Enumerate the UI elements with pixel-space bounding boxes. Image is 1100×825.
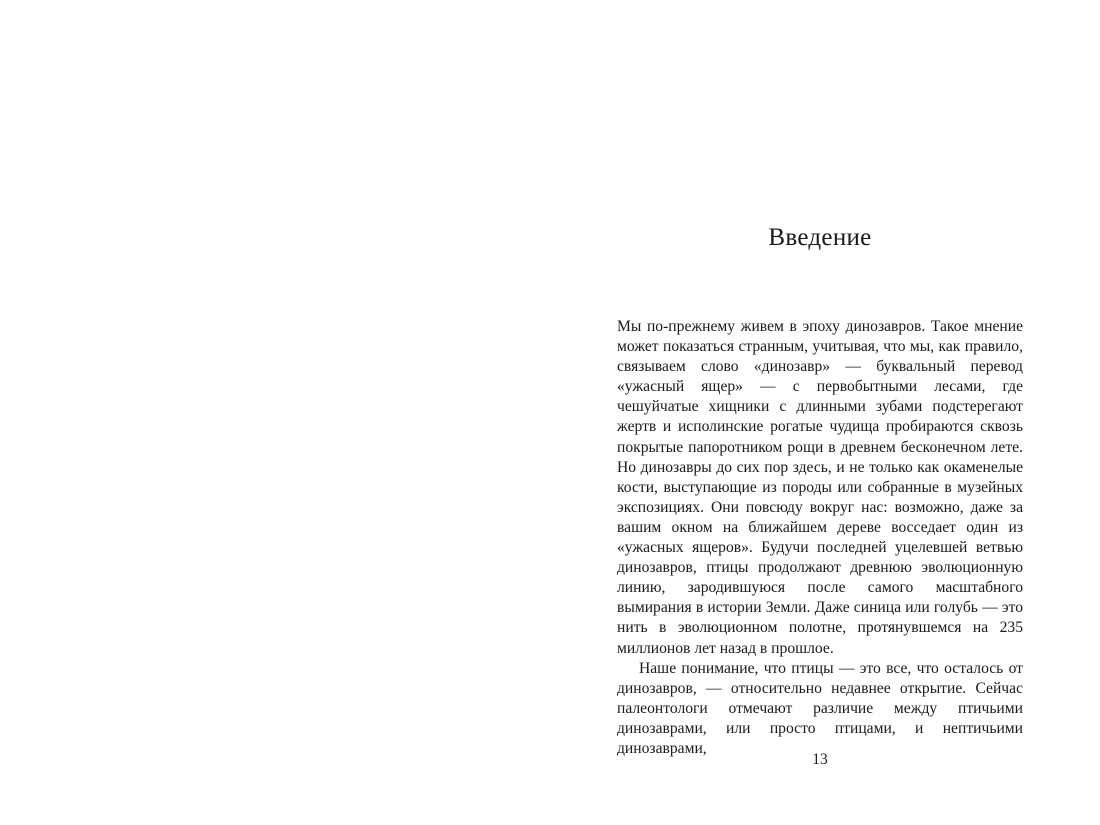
right-page bbox=[550, 0, 1100, 825]
body-text bbox=[617, 317, 1023, 759]
paragraph-1: Мы по-прежнему живем в эпоху динозавров. Такое мнение может показаться странным, учитывая, что мы, как правило, связываем слово «динозавр» — буквальный перевод «ужасный ящер» — с первобытными лесами, где чешуйчатые хищники с длинными зубами подстерегают жертв и исполинские рогатые чудища пробираются сквозь покрытые папоротником рощи в древнем бесконечном лете. Но динозавры до сих пор здесь, и не только как окаменелые кости, выступающие из породы или собранные в музейных экспозициях. Они повсюду вокруг нас: возможно, даже за вашим окном на ближайшем дереве восседает один из «ужасных ящеров». Будучи последней уцелевшей ветвью динозавров, птицы продолжают древнюю эволюционную линию, зародившуюся после самого масштабного вымирания в истории Земли. Даже синица или голубь — это нить в эволюционном полотне, протянувшемся на 235 миллионов лет назад в прошлое. bbox=[617, 318, 1023, 657]
paragraph-2: Наше понимание, что птицы — это все, что осталось от динозавров, — относительно недавнее открытие. Сейчас палеонтологи отмечают различие между птичьими динозаврами, или просто птицами, и нептичьими динозаврами, bbox=[617, 659, 1023, 757]
page-number: 13 bbox=[812, 751, 828, 768]
chapter-title: Введение bbox=[768, 224, 872, 251]
